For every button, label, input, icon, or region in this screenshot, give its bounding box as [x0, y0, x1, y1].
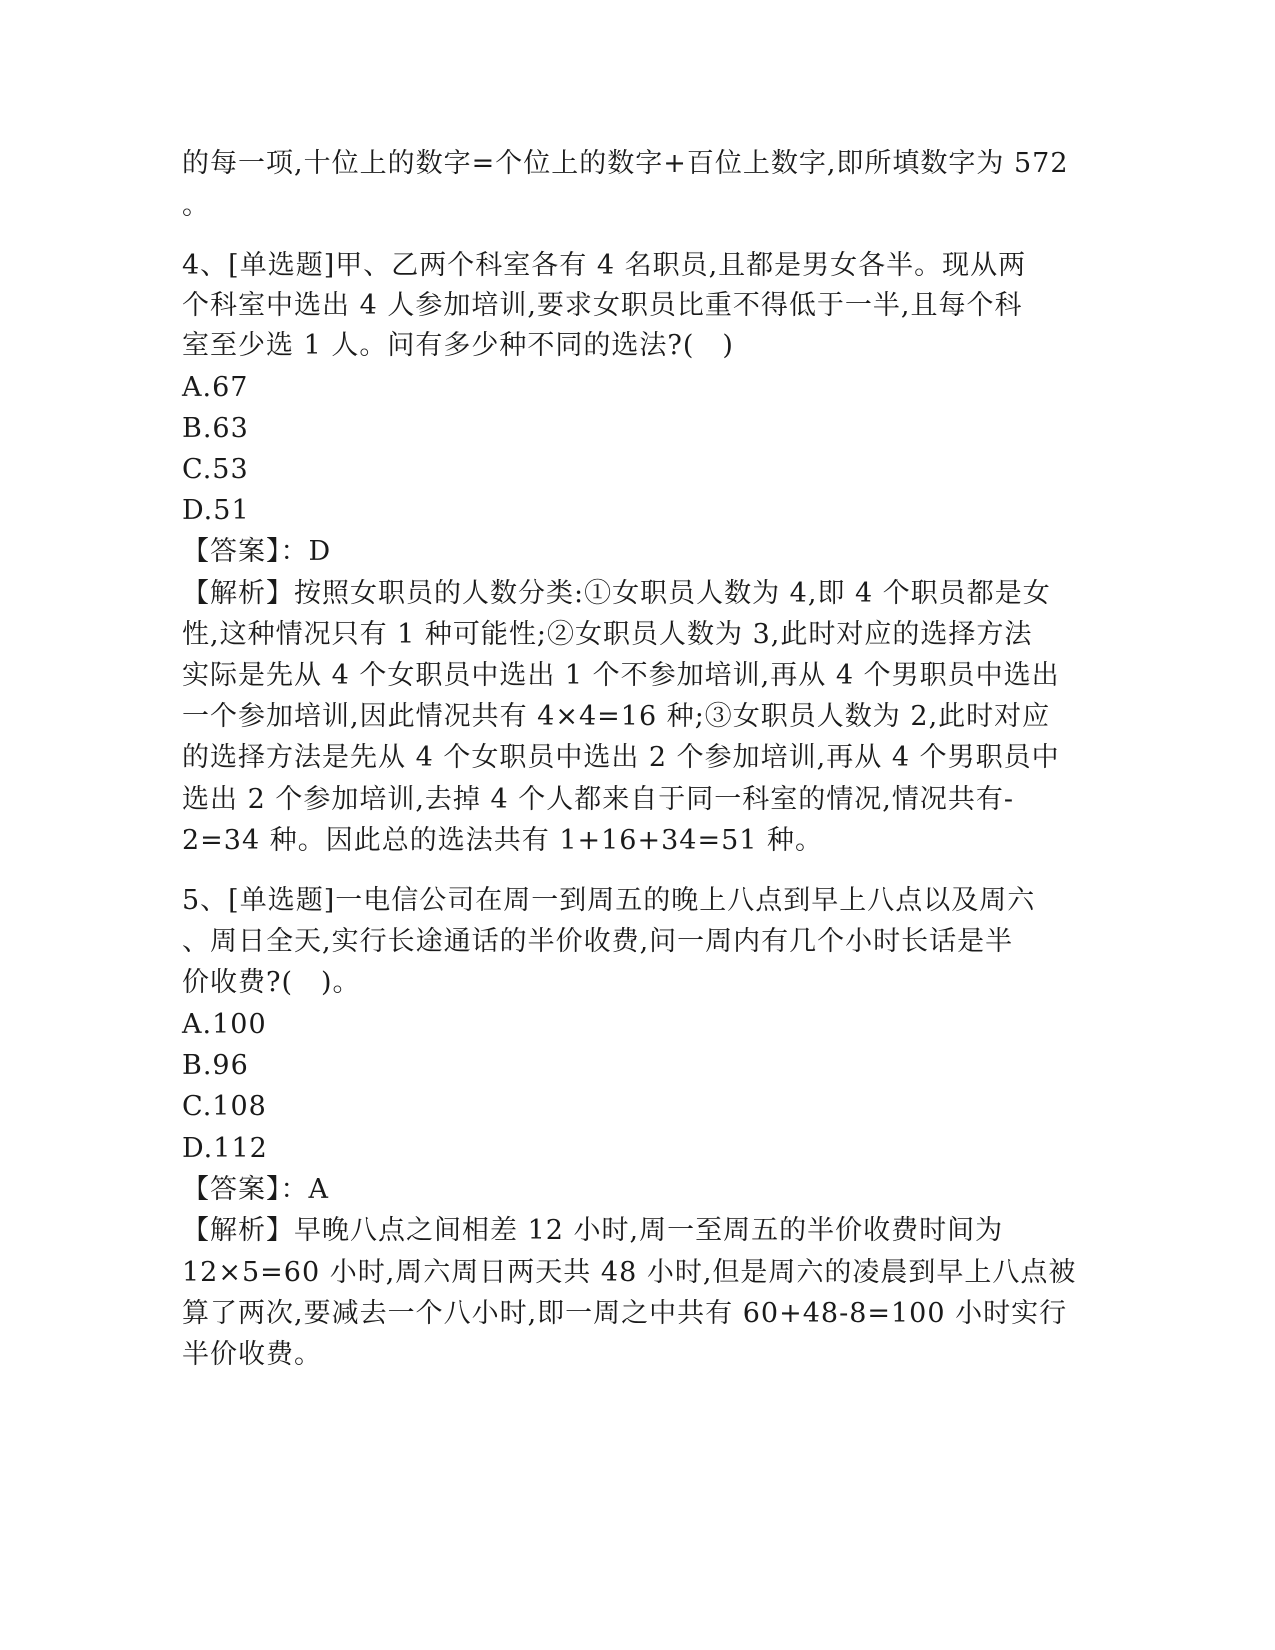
explanation-line: 选出 2 个参加培训,去掉 4 个人都来自于同一科室的情况,情况共有-	[182, 784, 1014, 815]
explanation-line: 性,这种情况只有 1 种可能性;②女职员人数为 3,此时对应的选择方法	[182, 619, 1033, 650]
explanation-line: 算了两次,要减去一个八小时,即一周之中共有 60+48-8=100 小时实行	[182, 1298, 1068, 1329]
question-5-stem: 价收费?( )。	[182, 967, 361, 998]
text-line: 。	[182, 190, 210, 221]
option-d: D.112	[182, 1133, 268, 1164]
question-5-stem: 、周日全天,实行长途通话的半价收费,问一周内有几个小时长话是半	[182, 926, 1014, 957]
explanation-line: 【解析】按照女职员的人数分类:①女职员人数为 4,即 4 个职员都是女	[182, 578, 1051, 609]
question-4-stem: 个科室中选出 4 人参加培训,要求女职员比重不得低于一半,且每个科	[182, 290, 1023, 321]
question-4-stem: 室至少选 1 人。问有多少种不同的选法?( )	[182, 330, 734, 361]
option-c: C.108	[182, 1091, 267, 1122]
answer-line: 【答案】：A	[182, 1174, 329, 1205]
option-d: D.51	[182, 495, 250, 526]
explanation-line: 的选择方法是先从 4 个女职员中选出 2 个参加培训,再从 4 个男职员中	[182, 742, 1060, 773]
explanation-line: 一个参加培训,因此情况共有 4×4=16 种;③女职员人数为 2,此时对应	[182, 701, 1051, 732]
question-4-stem: 4、[单选题]甲、乙两个科室各有 4 名职员,且都是男女各半。现从两	[182, 250, 1027, 281]
text-line: 的每一项,十位上的数字=个位上的数字+百位上数字,即所填数字为 572	[182, 148, 1069, 179]
option-c: C.53	[182, 454, 249, 485]
explanation-line: 实际是先从 4 个女职员中选出 1 个不参加培训,再从 4 个男职员中选出	[182, 660, 1060, 691]
explanation-line: 12×5=60 小时,周六周日两天共 48 小时,但是周六的凌晨到早上八点被	[182, 1257, 1077, 1288]
explanation-line: 【解析】早晚八点之间相差 12 小时,周一至周五的半价收费时间为	[182, 1215, 1004, 1246]
option-b: B.96	[182, 1050, 249, 1081]
option-a: A.100	[182, 1009, 267, 1040]
explanation-line: 2=34 种。因此总的选法共有 1+16+34=51 种。	[182, 825, 824, 856]
option-b: B.63	[182, 413, 249, 444]
answer-line: 【答案】：D	[182, 536, 332, 567]
explanation-line: 半价收费。	[182, 1339, 322, 1370]
question-5-stem: 5、[单选题]一电信公司在周一到周五的晚上八点到早上八点以及周六	[182, 885, 1036, 916]
option-a: A.67	[182, 372, 249, 403]
